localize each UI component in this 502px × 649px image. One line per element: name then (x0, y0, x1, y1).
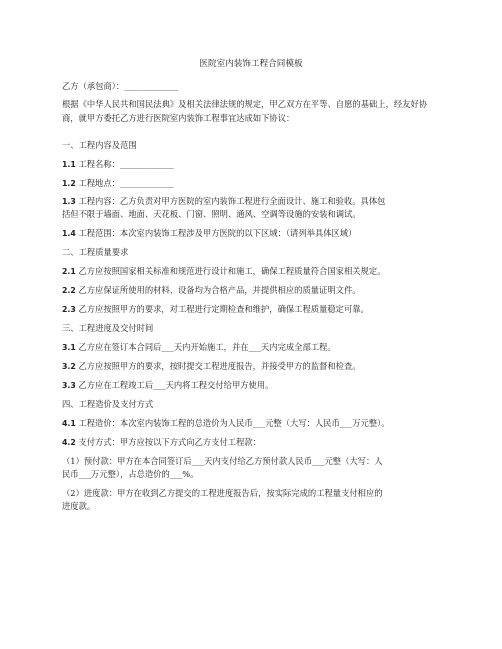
payment-item-1: （1）预付款：甲方在本合同签订后___天内支付给乙方预付款人民币___元整（大写：人 (62, 456, 383, 466)
clause-number: 2.3 (62, 305, 76, 314)
clause-number: 2.2 (62, 286, 76, 295)
clause-number: 2.1 (62, 267, 76, 276)
clause-number: 1.4 (62, 229, 76, 238)
clause-text: 工程内容：乙方负责对甲方医院的室内装饰工程进行全面设计、施工和验收。具体包 (75, 196, 386, 206)
clause-1-2 (62, 178, 438, 189)
clause-number: 1.2 (62, 179, 76, 188)
clause-text: 支付方式：甲方应按以下方式向乙方支付工程款： (75, 437, 261, 447)
clause-text: 工程造价：本次室内装饰工程的总造价为人民币___元整（大写：人民币___万元整）。 (75, 418, 390, 428)
clause-number: 1.3 (62, 197, 76, 206)
clause-1-1 (62, 159, 438, 170)
clause-2-2 (62, 285, 438, 296)
clause-text: 乙方应按照国家相关标准和规范进行设计和施工，确保工程质量符合国家相关规定。 (75, 266, 386, 276)
payment-item-1-continuation: 民币___万元整），占总造价的___%。 (62, 469, 199, 479)
clause-2-1 (62, 266, 438, 277)
clause-text: 乙方应在工程竣工后___天内将工程交付给甲方使用。 (75, 380, 274, 390)
section-3-heading: 三、工程进度及交付时间 (62, 323, 154, 333)
document-title: 医院室内装饰工程合同模板 (199, 59, 303, 69)
section-1-heading: 一、工程内容及范围 (62, 140, 137, 150)
clause-text: 工程名称：_____________ (75, 159, 174, 169)
clause-number: 3.2 (62, 362, 76, 371)
clause-text: 乙方应按照甲方的要求，对工程进行定期检查和维护，确保工程质量稳定可靠。 (75, 304, 369, 314)
clause-number: 4.2 (62, 438, 76, 447)
clause-1-4 (62, 228, 438, 239)
clause-2-3 (62, 304, 438, 315)
clause-3-3 (62, 380, 438, 391)
clause-3-2 (62, 361, 438, 372)
section-2-heading: 二、工程质量要求 (62, 247, 129, 257)
clause-text: 乙方应保证所使用的材料、设备均为合格产品，并提供相应的质量证明文件。 (75, 285, 361, 295)
clause-number: 4.1 (62, 419, 76, 428)
clause-text: 乙方应在签订本合同后___天内开始施工，并在___天内完成全部工程。 (75, 342, 336, 352)
clause-3-1 (62, 342, 438, 353)
clause-1-3 (62, 196, 438, 207)
section-4-heading: 四、工程造价及支付方式 (62, 399, 154, 409)
payment-item-2-continuation: 进度款。 (62, 501, 96, 511)
payment-item-2: （2）进度款：甲方在收到乙方提交的工程进度报告后，按实际完成的工程量支付相应的 (62, 488, 383, 498)
clause-1-3-continuation: 括但不限于墙面、地面、天花板、门窗、照明、通风、空调等设施的安装和调试。 (62, 209, 361, 219)
clause-4-2 (62, 437, 438, 448)
clause-text: 工程范围：本次室内装饰工程涉及甲方医院的以下区域：（请列举具体区域） (75, 228, 357, 238)
clause-text: 乙方应按照甲方的要求，按时提交工程进度报告，并接受甲方的监督和检查。 (75, 361, 361, 371)
clause-number: 3.3 (62, 381, 76, 390)
clause-4-1 (62, 418, 438, 429)
party-b-line: 乙方（承包商）：_____________ (62, 81, 179, 91)
clause-number: 1.1 (62, 160, 76, 169)
clause-number: 3.1 (62, 343, 76, 352)
preamble-paragraph: 根据《中华人民共和国民法典》及相关法律法规的规定，甲乙双方在平等、自愿的基础上，经友好协商，就甲方委托乙方进行医院室内装饰工程事宜达成如下协议： (62, 99, 428, 123)
clause-text: 工程地点：_____________ (75, 178, 174, 188)
